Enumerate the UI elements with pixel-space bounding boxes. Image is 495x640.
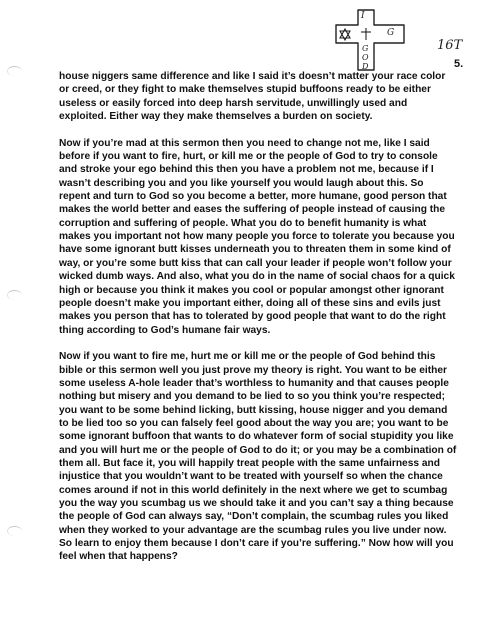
hand-drawn-cross-icon: [334, 8, 408, 72]
cross-letter-o: O: [362, 53, 369, 62]
page-number: 5.: [454, 58, 464, 70]
paragraph: Now if you’re mad at this sermon then you need to change not me, like I said before if you want to fire, hurt, or kill me or the people of God to try to console and stroke your ego behind this then you have a problem not me, because if I wasn’t describing you and you like yourself you would laugh about this. So repent and turn to God so you become a better, more humane, good person that makes the world better and eases the suffering of people instead of causing the corruption and suffering of people. What you do to benefit humanity is what makes you important not how many people you force to tolerate you because you have some ignorant butt kisses underneath you to threaten them in some kind of way, or you’re some butt kiss that can call your leader if people won’t follow your wicked dumb ways. And also, what you do in the name of social chaos for a quick high or because you think it makes you cool or popular amongst other ignorant people doesn’t make you important either, doing all of these sins and evils just makes you person that has to tolerated by good people that want to do the right thing according to God’s humane fair ways.: [59, 137, 455, 336]
cross-letter-g: G: [362, 44, 369, 53]
paragraph: Now if you want to fire me, hurt me or kill me or the people of God behind this bible or this sermon well you just prove my theory is right. You want to be either some useless A-hole leader that’s worthless to humanity and that causes people nothing but misery and you demand to be lied to so you think you’re respected; you want to be some behind licking, butt kissing, house nigger and you demand to be lied too so you can falsely feel good about the way you are; you want to be some ignorant buffoon that wants to do whatever form of social stupidity you like and you will hurt me or the people of God to do it; or you may be a combination of them all. But face it, you will happily treat people with the same unfairness and injustice that you wouldn’t want to be treated with yourself so when the chance comes around if not in this world definitely in the next where we get to scumbag you the way you scumbag us we should take it and you can’t say a thing because the people of God can always say, “Don’t complain, the scumbag rules you liked when they worked to your advantage are the scumbag rules you live under now. So learn to enjoy them because I don’t care if you’re suffering.” Now how will you feel when that happens?: [59, 351, 457, 563]
paragraph: house niggers same difference and like I said it’s doesn’t matter your race color or creed, or they fight to make themselves stupid buffoons ready to be either useless or easily forced into deep harsh servitude, unwillingly used and exploited. Either way they make themselves a burden on society.: [59, 71, 446, 123]
small-cross-icon: [361, 28, 371, 40]
cross-letter-g-right: G: [387, 28, 395, 38]
star-of-david-icon: [340, 29, 350, 40]
sermon-body: [59, 70, 457, 577]
punch-hole-mark: [7, 66, 22, 76]
cross-letter-i: I: [361, 11, 365, 21]
handwritten-page-label: 16T: [437, 38, 463, 53]
cross-letter-d: D: [362, 62, 369, 71]
punch-hole-mark: [7, 290, 22, 300]
punch-hole-mark: [7, 526, 22, 536]
